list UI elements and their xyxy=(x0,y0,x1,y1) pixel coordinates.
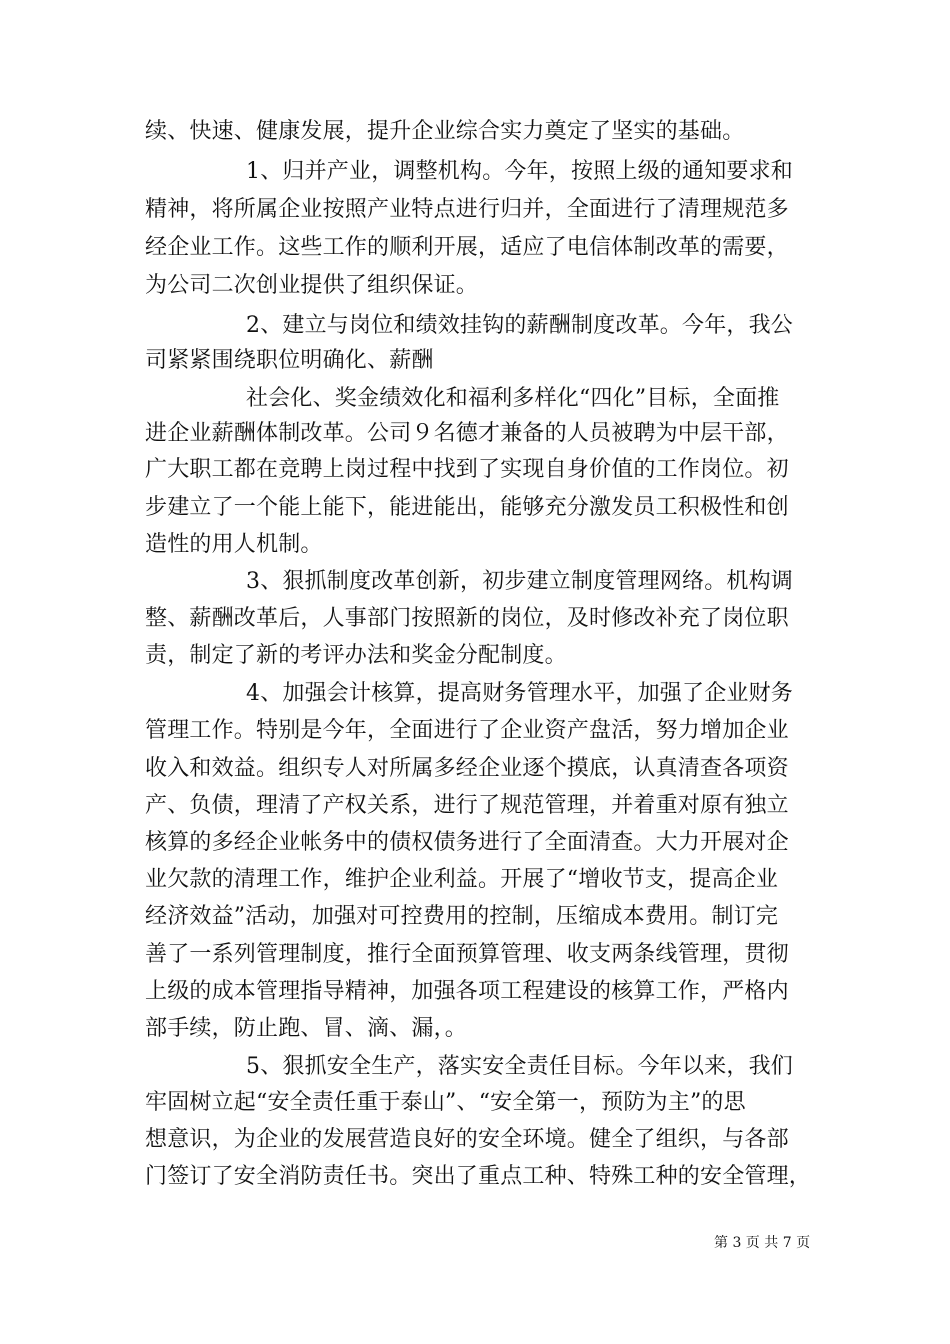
text-line: 步建立了一个能上能下，能进能出，能够充分激发员工积极性和创 xyxy=(145,495,789,520)
text-line: 想意识，为企业的发展营造良好的安全环境。健全了组织，与各部 xyxy=(145,1127,789,1152)
text-line: 部手续，防止跑、冒、滴、漏，。 xyxy=(145,1016,468,1041)
text-line: 门签订了安全消防责任书。突出了重点工种、特殊工种的安全管理， xyxy=(145,1164,812,1189)
text-line: 收入和效益。组织专人对所属多经企业逐个摸底，认真清查各项资 xyxy=(145,756,789,781)
text-line: 社会化、奖金绩效化和福利多样化“四化”目标，全面推 xyxy=(246,386,780,411)
page-number: 第 3 页 共 7 页 xyxy=(714,1235,811,1251)
text-line: 牢固树立起“安全责任重于泰山”、“安全第一，预防为主”的思 xyxy=(145,1090,746,1115)
text-line: 责，制定了新的考评办法和奖金分配制度。 xyxy=(145,643,567,668)
text-line: 4、加强会计核算，提高财务管理水平，加强了企业财务 xyxy=(246,681,793,706)
text-line: 续、快速、健康发展，提升企业综合实力奠定了坚实的基础。 xyxy=(145,119,745,144)
text-line: 业欠款的清理工作，维护企业利益。开展了“增收节支，提高企业 xyxy=(145,867,779,892)
text-line: 进企业薪酬体制改革。公司９名德才兼备的人员被聘为中层干部， xyxy=(145,421,789,446)
text-line: 善了一系列管理制度，推行全面预算管理、收支两条线管理，贯彻 xyxy=(145,942,789,967)
text-line: 精神，将所属企业按照产业特点进行归并，全面进行了清理规范多 xyxy=(145,197,789,222)
text-line: 3、狠抓制度改革创新，初步建立制度管理网络。机构调 xyxy=(246,569,793,594)
text-line: 5、狠抓安全生产，落实安全责任目标。今年以来，我们 xyxy=(246,1054,793,1079)
text-line: 司紧紧围绕职位明确化、薪酬 xyxy=(145,348,434,373)
text-line: 产、负债，理清了产权关系，进行了规范管理，并着重对原有独立 xyxy=(145,793,789,818)
text-line: 整、薪酬改革后，人事部门按照新的岗位，及时修改补充了岗位职 xyxy=(145,606,789,631)
text-line: 造性的用人机制。 xyxy=(145,532,323,557)
text-line: 1、归并产业，调整机构。今年，按照上级的通知要求和 xyxy=(246,159,793,184)
text-line: 为公司二次创业提供了组织保证。 xyxy=(145,273,479,298)
text-line: 2、建立与岗位和绩效挂钩的薪酬制度改革。今年，我公 xyxy=(246,313,793,338)
text-line: 经企业工作。这些工作的顺利开展，适应了电信体制改革的需要， xyxy=(145,235,789,260)
text-line: 上级的成本管理指导精神，加强各项工程建设的核算工作，严格内 xyxy=(145,979,789,1004)
text-line: 经济效益”活动，加强对可控费用的控制，压缩成本费用。制订完 xyxy=(145,904,779,929)
text-line: 广大职工都在竞聘上岗过程中找到了实现自身价值的工作岗位。初 xyxy=(145,457,789,482)
text-line: 管理工作。特别是今年，全面进行了企业资产盘活，努力增加企业 xyxy=(145,718,789,743)
text-line: 核算的多经企业帐务中的债权债务进行了全面清查。大力开展对企 xyxy=(145,830,789,855)
